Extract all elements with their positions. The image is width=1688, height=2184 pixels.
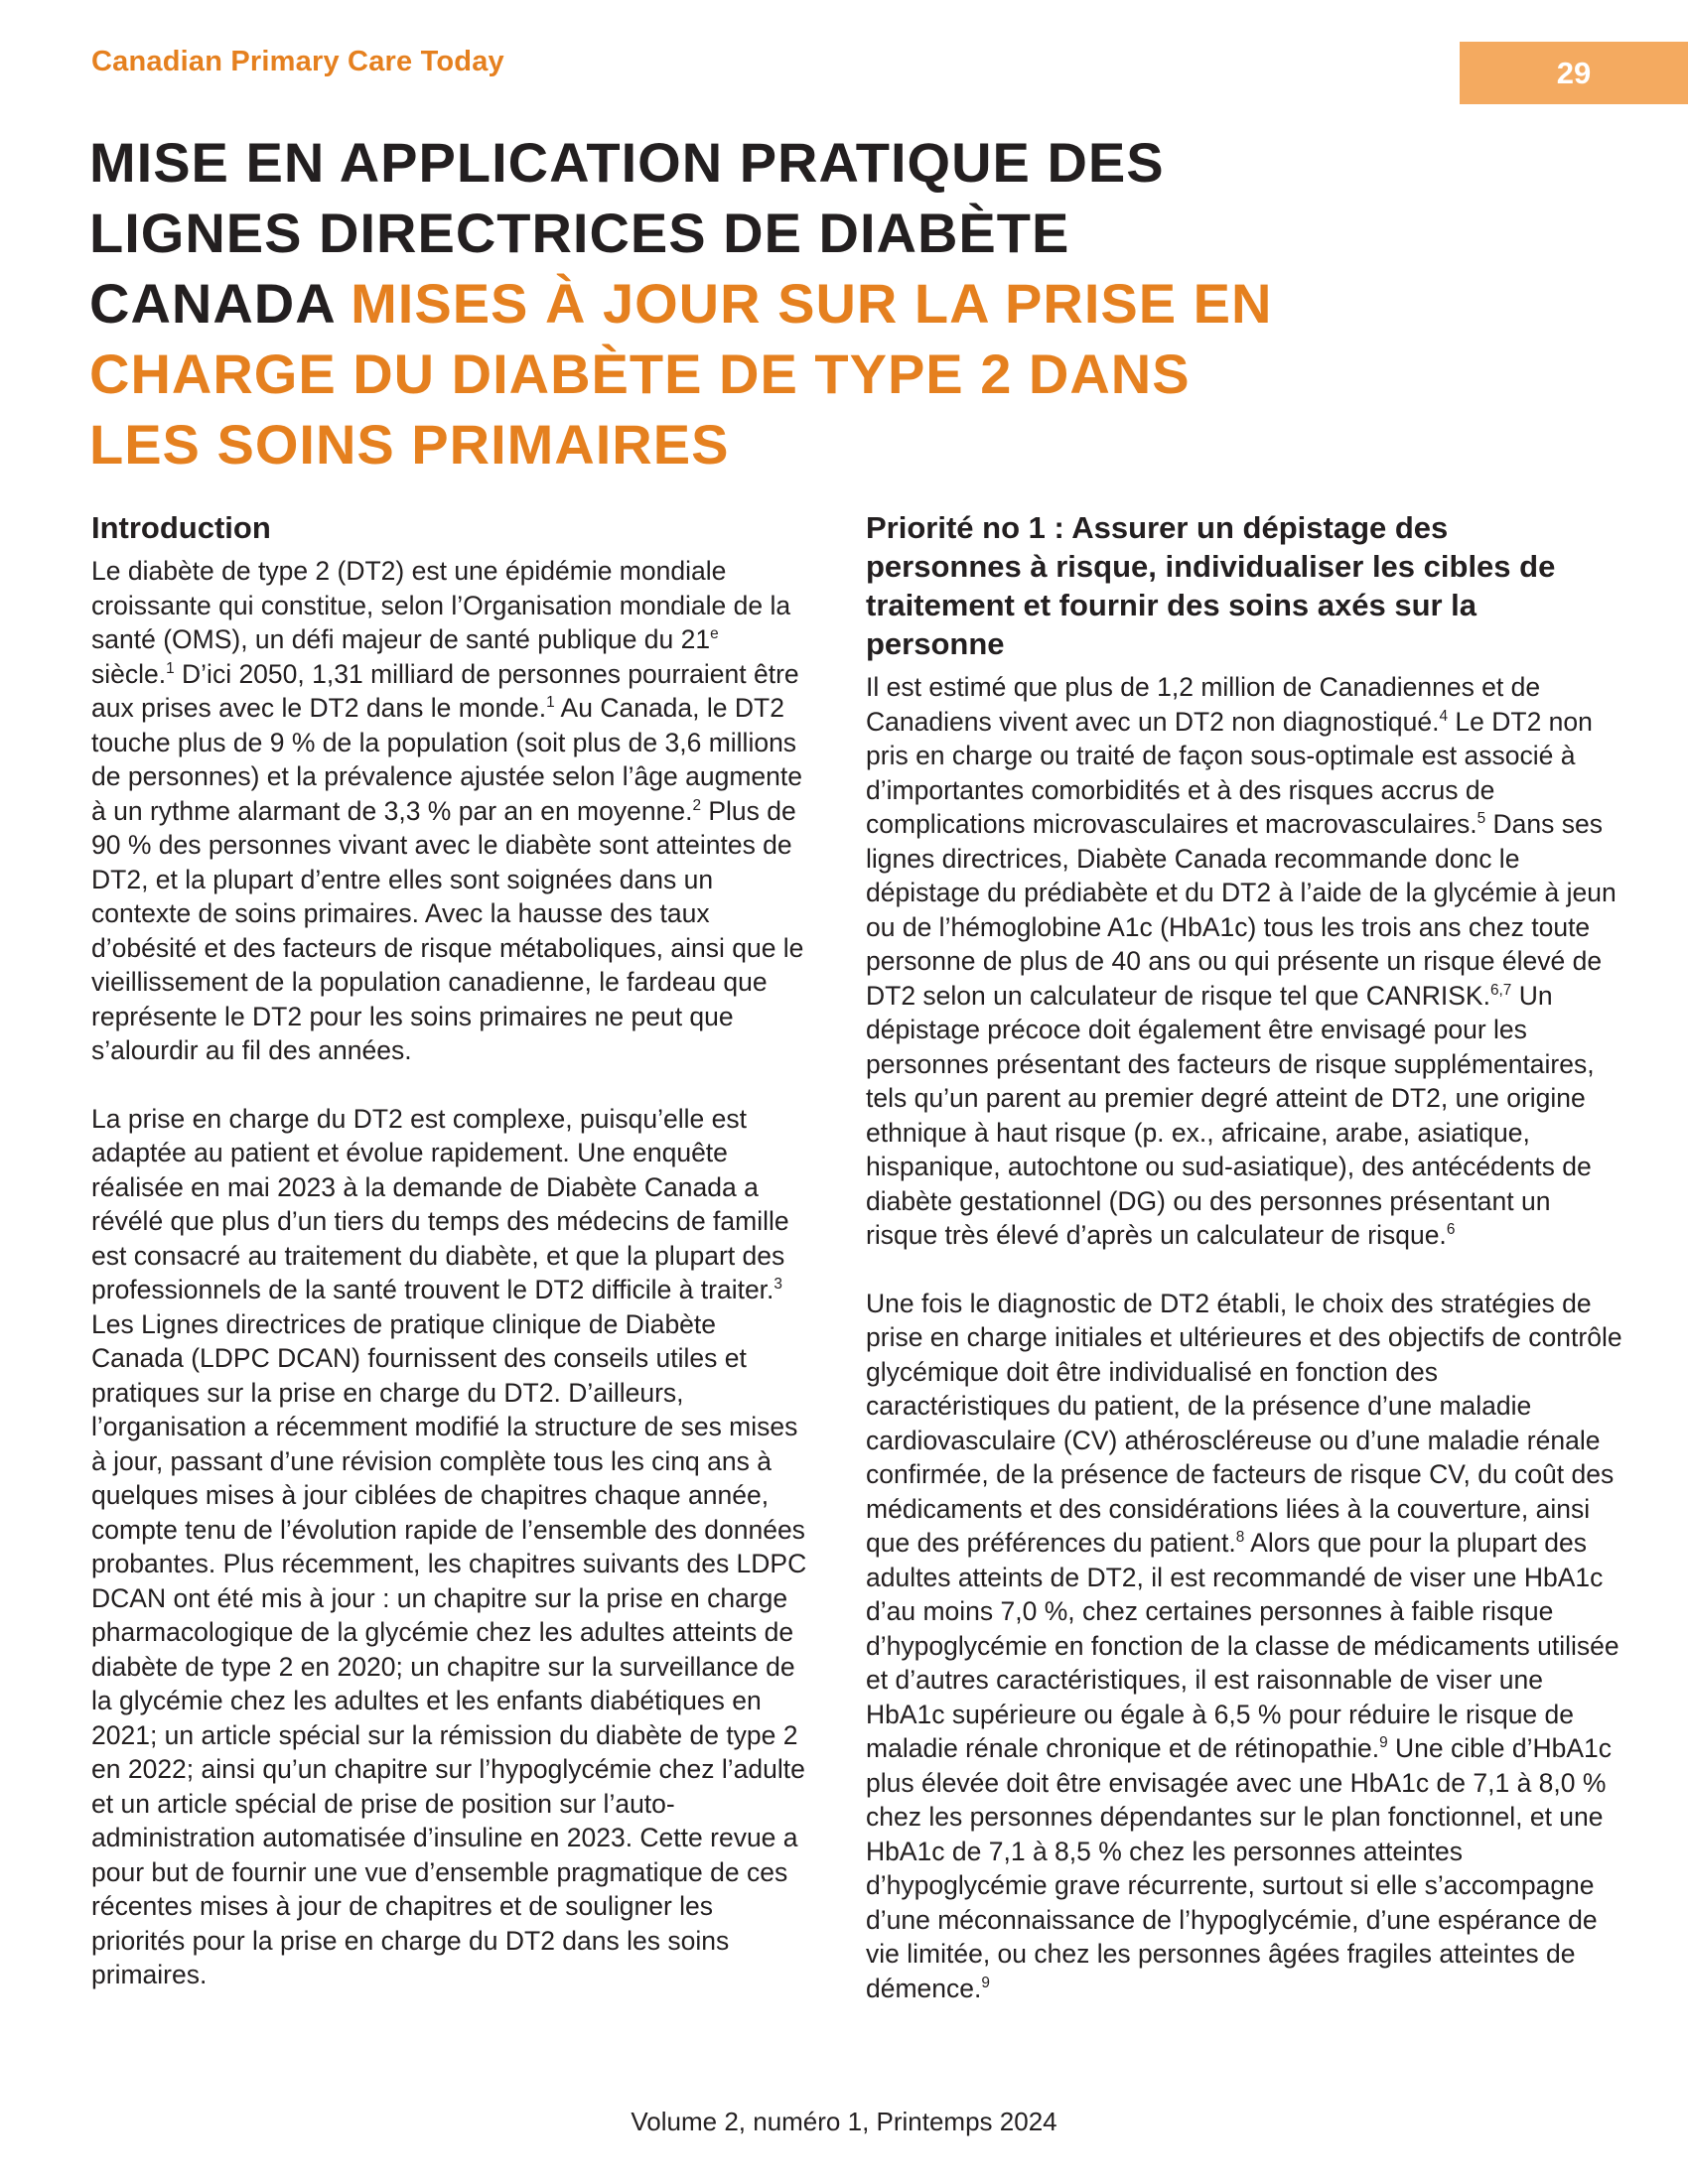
body-paragraph: Le diabète de type 2 (DT2) est une épidémie mondiale croissante qui constitue, selon l’Organisation mondiale de la santé (OMS), un défi majeur de santé publique du 21e siècle.$^1$ D’ici 2050, 1,31 milliard de personnes pourraient être aux prises avec le DT2 dans le monde.$^1$ Au Canada, le DT2 touche plus de 9 % de la population (soit plus de 3,6 millions de personnes) et la prévalence ajustée selon l’âge augmente à un rythme alarmant de 3,3 % par an en moyenne.$^2$ Plus de 90 % des personnes vivant avec le diabète sont atteintes de DT2, et la plupart d’entre elles sont soignées dans un contexte de soins primaires. Avec la hausse des taux d’obésité et des facteurs de risque métaboliques, ainsi que le vieillissement de la population canadienne, le fardeau que représente le DT2 pour les soins primaires ne peut que s’alourdir au fil des années. xyxy=(91,556,804,1065)
article-title xyxy=(89,127,1273,479)
page-number-badge xyxy=(1460,42,1688,104)
reference-superscript: 6 xyxy=(1446,1221,1456,1239)
reference-superscript: 4 xyxy=(1439,707,1449,725)
left-column xyxy=(91,508,808,1992)
body-paragraph: La prise en charge du DT2 est complexe, puisqu’elle est adaptée au patient et évolue rapidement. Une enquête réalisée en mai 2023 à la demande de Diabète Canada a révélé que plus d’un tiers du temps des médecins de famille est consacré au traitement du diabète, et que la plupart des professionnels de la santé trouvent le DT2 difficile à traiter.$^3$ Les Lignes directrices de pratique clinique de Diabète Canada (LDPC DCAN) fournissent des conseils utiles et pratiques sur la prise en charge du DT2. D’ailleurs, l’organisation a récemment modifié la structure de ses mises à jour, passant d’une révision complète tous les cinq ans à quelques mises à jour ciblées de chapitres chaque année, compte tenu de l’évolution rapide de l’ensemble des données probantes. Plus récemment, les chapitres suivants des LDPC DCAN ont été mis à jour : un chapitre sur la prise en charge pharmacologique de la glycémie chez les adultes atteints de diabète de type 2 en 2020; un chapitre sur la surveillance de la glycémie chez les adultes et les enfants diabétiques en 2021; un article spécial sur la rémission du diabète de type 2 en 2022; ainsi qu’un chapitre sur l’hypoglycémie chez l’adulte et un article spécial de prise de position sur l’auto-administration automatisée d’insuline en 2023. Cette revue a pour but de fournir une vue d’ensemble pragmatique de ces récentes mises à jour de chapitres et de souligner les priorités pour la prise en charge du DT2 dans les soins primaires. xyxy=(91,1103,807,1989)
title-line xyxy=(89,339,1241,409)
title-line xyxy=(89,409,1241,479)
reference-superscript: 1 xyxy=(166,659,175,677)
reference-superscript: 9 xyxy=(1379,1734,1388,1752)
publication-name: Canadian Primary Care Today xyxy=(91,46,504,77)
section-heading-introduction: Introduction xyxy=(91,510,271,545)
title-segment: MISE EN APPLICATION PRATIQUE DES xyxy=(89,131,1165,194)
title-segment: LIGNES DIRECTRICES DE DIABÈTE xyxy=(89,202,1070,264)
reference-superscript: e xyxy=(710,625,719,643)
left-column-body xyxy=(91,554,808,1992)
right-column-body xyxy=(866,670,1625,2005)
body-paragraph: Il est estimé que plus de 1,2 million de Canadiennes et de Canadiens vivent avec un DT2 non diagnostiqué.$^4$ Le DT2 non pris en charge ou traité de façon sous-optimale est associé à d’importantes comorbidités et à des risques accrus de complications microvasculaires et macrovasculaires.$^5$ Dans ses lignes directrices, Diabète Canada recommande donc le dépistage du prédiabète et du DT2 à l’aide de la glycémie à jeun ou de l’hémoglobine A1c (HbA1c) tous les trois ans chez toute personne de plus de 40 ans ou qui présente un risque élevé de DT2 selon un calculateur de risque tel que CANRISK.$^{6,7}$ Un dépistage précoce doit également être envisagé pour les personnes présentant des facteurs de risque supplémentaires, tels qu’un parent au premier degré atteint de DT2, une origine ethnique à haut risque (p. ex., africaine, arabe, asiatique, hispanique, autochtone ou sud-asiatique), des antécédents de diabète gestationnel (DG) ou des personnes présentant un risque très élevé d’après un calculateur de risque.$^6$ xyxy=(866,672,1617,1250)
title-line xyxy=(89,268,1273,339)
reference-superscript: 5 xyxy=(1477,810,1486,828)
title-segment: MISES À JOUR SUR LA PRISE EN xyxy=(351,272,1273,335)
body-paragraph: Une fois le diagnostic de DT2 établi, le choix des stratégies de prise en charge initiales et ultérieures et des objectifs de contrôle glycémique doit être individualisé en fonction des caractéristiques du patient, de la présence d’une maladie cardiovasculaire (CV) athéroscléreuse ou d’une maladie rénale confirmée, de la présence de facteurs de risque CV, du coût des médicaments et des considérations liées à la couverture, ainsi que des préférences du patient.$^8$ Alors que pour la plupart des adultes atteints de DT2, il est recommandé de viser une HbA1c d’au moins 7,0 %, chez certaines personnes à faible risque d’hypoglycémie en fonction de la classe de médicaments utilisée et d’autres caractéristiques, il est raisonnable de viser une HbA1c supérieure ou égale à 6,5 % pour réduire le risque de maladie rénale chronique et de rétinopathie.$^9$ Une cible d’HbA1c plus élevée doit être envisagée avec une HbA1c de 7,1 à 8,0 % chez les personnes dépendantes sur le plan fonctionnel, et une HbA1c de 7,1 à 8,5 % chez les personnes atteintes d’hypoglycémie grave récurrente, surtout si elle s’accompagne d’une méconnaissance de l’hypoglycémie, d’une espérance de vie limitée, ou chez les personnes âgées fragiles atteintes de démence.$^9$ xyxy=(866,1288,1622,2003)
reference-superscript: 9 xyxy=(981,1974,990,1991)
reference-superscript: 3 xyxy=(774,1276,782,1294)
title-line xyxy=(89,198,1241,268)
title-segment: LES SOINS PRIMAIRES xyxy=(89,413,730,476)
reference-superscript: 8 xyxy=(1235,1529,1245,1547)
reference-superscript: 1 xyxy=(546,694,555,712)
issue-footer: Volume 2, numéro 1, Printemps 2024 xyxy=(631,2107,1057,2136)
title-segment: CANADA xyxy=(89,272,352,335)
section-heading-priority-1: Priorité no 1 : Assurer un dépistage des personnes à risque, individualiser les cibles de traitement et fournir des soins axés sur la personne xyxy=(866,510,1556,661)
page-number: 29 xyxy=(1556,55,1592,90)
reference-superscript: 2 xyxy=(692,796,701,814)
right-column xyxy=(866,508,1625,2005)
title-segment: CHARGE DU DIABÈTE DE TYPE 2 DANS xyxy=(89,342,1191,405)
title-line xyxy=(89,127,1241,198)
reference-superscript: 6,7 xyxy=(1489,981,1512,999)
